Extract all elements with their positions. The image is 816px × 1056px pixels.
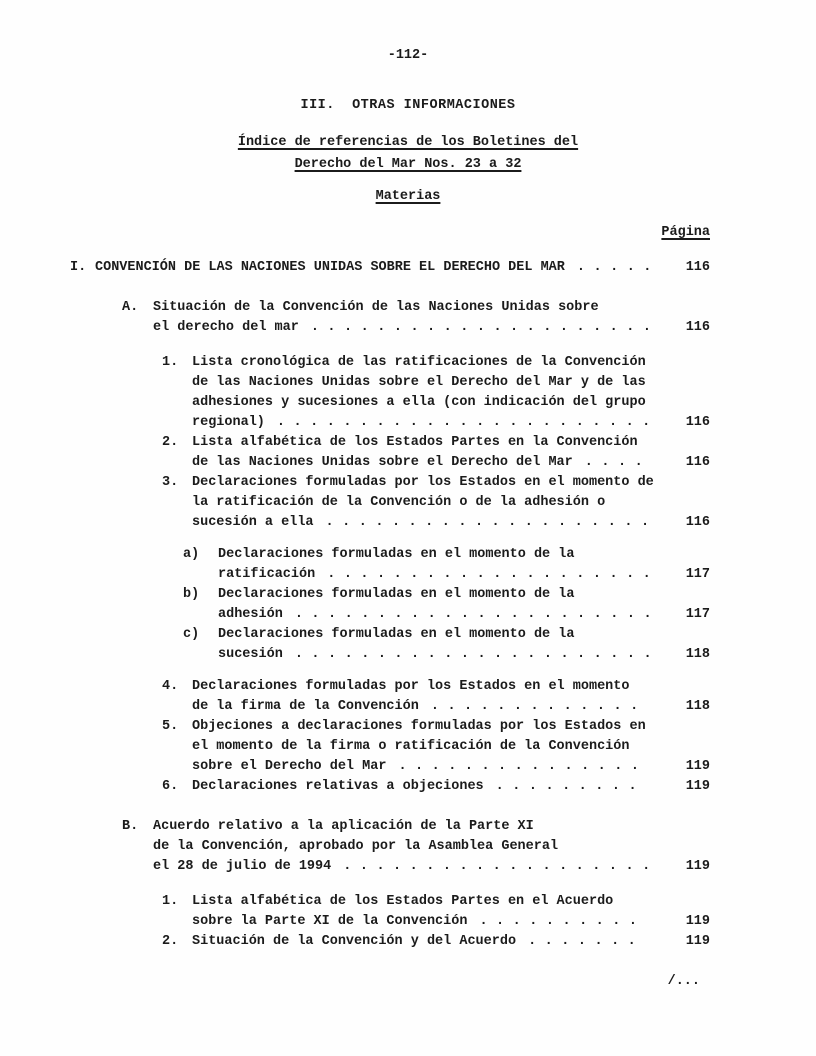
entry-marker: b) [183,587,200,602]
entry-text-line: regional) [192,415,265,430]
entry-body [218,545,660,585]
entry-page-number: 116 [685,260,710,275]
entry-text-line: el derecho del mar [153,320,299,335]
toc-entry [0,473,710,533]
entry-marker: A. [122,300,139,315]
entry-page-number: 117 [685,607,710,622]
entry-body [192,433,660,473]
dot-leader: . . . . . . . [528,934,645,949]
entry-body [218,585,660,625]
entry-text-line: adhesión [218,607,283,622]
entry-marker: 1. [162,894,179,909]
entry-text-line: sobre la Parte XI de la Convención [192,914,468,929]
toc-entry [0,932,710,952]
entry-body [192,777,660,797]
entry-body [153,817,660,877]
toc [0,258,816,952]
entry-page-number: 118 [685,699,710,714]
dot-leader: . . . . . . . . . . . . . . . . . . . . . . . [276,415,659,430]
entry-body [192,892,660,932]
entry-text-line: adhesiones y sucesiones a ella (con indicación del grupo [192,395,646,410]
page-number-header: -112- [387,48,429,63]
index-title [0,135,816,155]
entry-marker: 4. [162,679,179,694]
dot-leader: . . . . . . . . . . . . . . . . . . . . [327,567,660,582]
dot-leader: . . . . . . . . . . . . . . . . . . . . [325,515,658,530]
dot-leader: . . . . . [576,260,660,275]
entry-page-number: 116 [685,515,710,530]
entry-body [192,932,660,952]
toc-entry [0,677,710,717]
entry-body [153,298,660,338]
entry-page-number: 116 [685,415,710,430]
entry-text-line: la ratificación de la Convención o de la adhesión o [192,495,606,510]
entry-text-line: sucesión a ella [192,515,314,530]
entry-text-line: sucesión [218,647,283,662]
toc-entry [0,258,710,278]
page-column-label: Página [661,225,710,240]
entry-body [218,625,660,665]
entry-body [192,473,660,533]
entry-text-line: el momento de la firma o ratificación de la Convención [192,739,630,754]
toc-entry [0,353,710,433]
materias-heading: Materias [375,189,441,204]
entry-marker: 2. [162,934,179,949]
entry-text-line: de las Naciones Unidas sobre el Derecho del Mar [192,455,573,470]
toc-entry [0,545,710,585]
dot-leader: . . . . . . . . . . . . . [430,699,647,714]
entry-text-line: Declaraciones formuladas por los Estados en el momento de [192,475,654,490]
entry-marker: I. [70,260,87,275]
dot-leader: . . . . [584,455,652,470]
entry-text-line: Declaraciones formuladas en el momento de la [218,627,575,642]
entry-text-line: sobre el Derecho del Mar [192,759,387,774]
page-column-header-row [0,225,816,245]
entry-text-line: Declaraciones formuladas en el momento de la [218,547,575,562]
entry-body [192,717,660,777]
entry-marker: 1. [162,355,179,370]
entry-text-line: Declaraciones formuladas en el momento de la [218,587,575,602]
section-heading: III. OTRAS INFORMACIONES [300,98,516,113]
entry-body [95,258,660,278]
entry-text-line: de la firma de la Convención [192,699,419,714]
entry-page-number: 116 [685,455,710,470]
dot-leader: . . . . . . . . . . . . . . . . . . . . . . [294,647,660,662]
entry-text-line: CONVENCIÓN DE LAS NACIONES UNIDAS SOBRE EL DERECHO DEL MAR [95,260,565,275]
entry-text-line: Declaraciones formuladas por los Estados en el momento [192,679,630,694]
entry-page-number: 119 [685,859,710,874]
entry-page-number: 119 [685,934,710,949]
index-title-line-2: Derecho del Mar Nos. 23 a 32 [294,157,522,172]
materias-heading-row [0,189,816,209]
dot-leader: . . . . . . . . . . . . . . . . . . . . . . [294,607,660,622]
entry-marker: 3. [162,475,179,490]
toc-entry [0,777,710,797]
entry-text-line: Lista alfabética de los Estados Partes en la Convención [192,435,638,450]
toc-entry [0,585,710,625]
entry-page-number: 118 [685,647,710,662]
toc-entry [0,298,710,338]
entry-marker: B. [122,819,139,834]
entry-text-line: de la Convención, aprobado por la Asamblea General [153,839,559,854]
entry-text-line: Lista cronológica de las ratificaciones de la Convención [192,355,646,370]
entry-marker: 6. [162,779,179,794]
dot-leader: . . . . . . . . . . . . . . . [398,759,648,774]
toc-entry [0,817,710,877]
entry-body [192,353,660,433]
entry-marker: a) [183,547,200,562]
toc-entry [0,717,710,777]
toc-entry [0,892,710,932]
entry-marker: 2. [162,435,179,450]
toc-entry [0,433,710,473]
index-title-continued [0,157,816,177]
entry-page-number: 119 [685,779,710,794]
entry-text-line: Situación de la Convención de las Naciones Unidas sobre [153,300,599,315]
entry-text-line: ratificación [218,567,316,582]
entry-text-line: el 28 de julio de 1994 [153,859,332,874]
entry-text-line: Acuerdo relativo a la aplicación de la Parte XI [153,819,534,834]
entry-text-line: Lista alfabética de los Estados Partes en el Acuerdo [192,894,614,909]
dot-leader: . . . . . . . . . [495,779,646,794]
entry-text-line: Declaraciones relativas a objeciones [192,779,484,794]
entry-text-line: Situación de la Convención y del Acuerdo [192,934,517,949]
entry-page-number: 117 [685,567,710,582]
entry-page-number: 119 [685,914,710,929]
entry-text-line: Objeciones a declaraciones formuladas por los Estados en [192,719,646,734]
dot-leader: . . . . . . . . . . . . . . . . . . . [343,859,659,874]
dot-leader: . . . . . . . . . . . . . . . . . . . . . [310,320,660,335]
dot-leader: . . . . . . . . . . [479,914,646,929]
continuation-mark: /... [667,974,700,989]
entry-body [192,677,660,717]
entry-text-line: de las Naciones Unidas sobre el Derecho del Mar y de las [192,375,646,390]
entry-marker: c) [183,627,200,642]
toc-entry [0,625,710,665]
entry-marker: 5. [162,719,179,734]
entry-page-number: 119 [685,759,710,774]
entry-page-number: 116 [685,320,710,335]
index-title-line-1: Índice de referencias de los Boletines del [237,135,579,150]
